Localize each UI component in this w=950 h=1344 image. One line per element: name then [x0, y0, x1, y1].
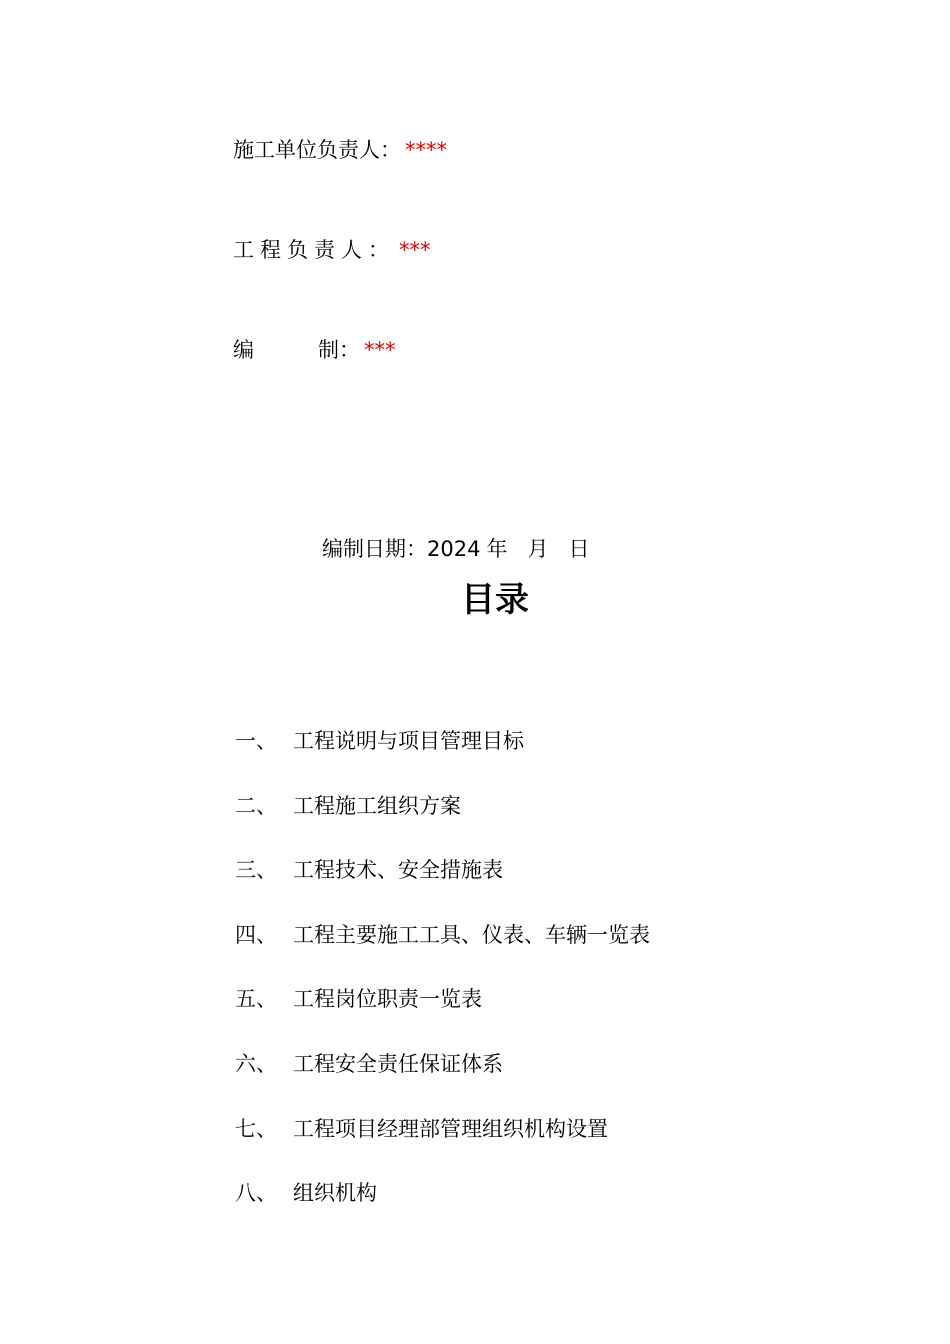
- compile-date-label: 编制日期：: [322, 537, 427, 561]
- toc-item[interactable]: [235, 1116, 650, 1181]
- supervisor-label: 施工单位负责人：: [233, 138, 401, 162]
- compile-date-year: 2024: [427, 537, 481, 561]
- project-manager-signature-row: [233, 237, 431, 263]
- toc-item-number: 八、: [235, 1181, 277, 1206]
- toc-item-number: 五、: [235, 987, 277, 1012]
- editor-label-second: 制：: [318, 338, 360, 362]
- editor-signature-row: [233, 337, 396, 363]
- toc-item[interactable]: [235, 857, 650, 922]
- supervisor-value: ****: [405, 138, 447, 162]
- toc-item-number: 二、: [235, 793, 277, 818]
- compile-date-day-unit: 日: [568, 537, 590, 561]
- toc-item[interactable]: [235, 1051, 650, 1116]
- toc-item-number: 三、: [235, 858, 277, 883]
- toc-item-text: 工程施工组织方案: [293, 793, 461, 818]
- project-manager-label: 工程负责人：: [233, 238, 395, 262]
- toc-list: [235, 728, 650, 1245]
- editor-label-first: 编: [233, 338, 254, 362]
- toc-item[interactable]: [235, 922, 650, 987]
- toc-item-text: 工程技术、安全措施表: [293, 858, 503, 883]
- compile-date-line: [322, 536, 589, 562]
- toc-item-text: 工程岗位职责一览表: [293, 987, 482, 1012]
- editor-value: ***: [364, 338, 396, 362]
- toc-item-text: 工程安全责任保证体系: [293, 1051, 503, 1076]
- toc-item[interactable]: [235, 728, 650, 793]
- project-manager-value: ***: [399, 238, 431, 262]
- toc-item-text: 工程主要施工工具、仪表、车辆一览表: [293, 922, 650, 947]
- toc-item[interactable]: [235, 986, 650, 1051]
- toc-item-number: 四、: [235, 922, 277, 947]
- toc-item-number: 六、: [235, 1051, 277, 1076]
- toc-item[interactable]: [235, 793, 650, 858]
- toc-item-text: 工程项目经理部管理组织机构设置: [293, 1116, 608, 1141]
- toc-item-number: 一、: [235, 729, 277, 753]
- toc-title: 目录: [461, 580, 529, 620]
- compile-date-month-unit: 月: [527, 537, 549, 561]
- supervisor-signature-row: [233, 137, 447, 163]
- toc-item[interactable]: [235, 1180, 650, 1245]
- toc-item-number: 七、: [235, 1116, 277, 1141]
- toc-item-text: 工程说明与项目管理目标: [293, 729, 524, 753]
- compile-date-year-unit: 年: [486, 537, 508, 561]
- toc-item-text: 组织机构: [293, 1181, 377, 1206]
